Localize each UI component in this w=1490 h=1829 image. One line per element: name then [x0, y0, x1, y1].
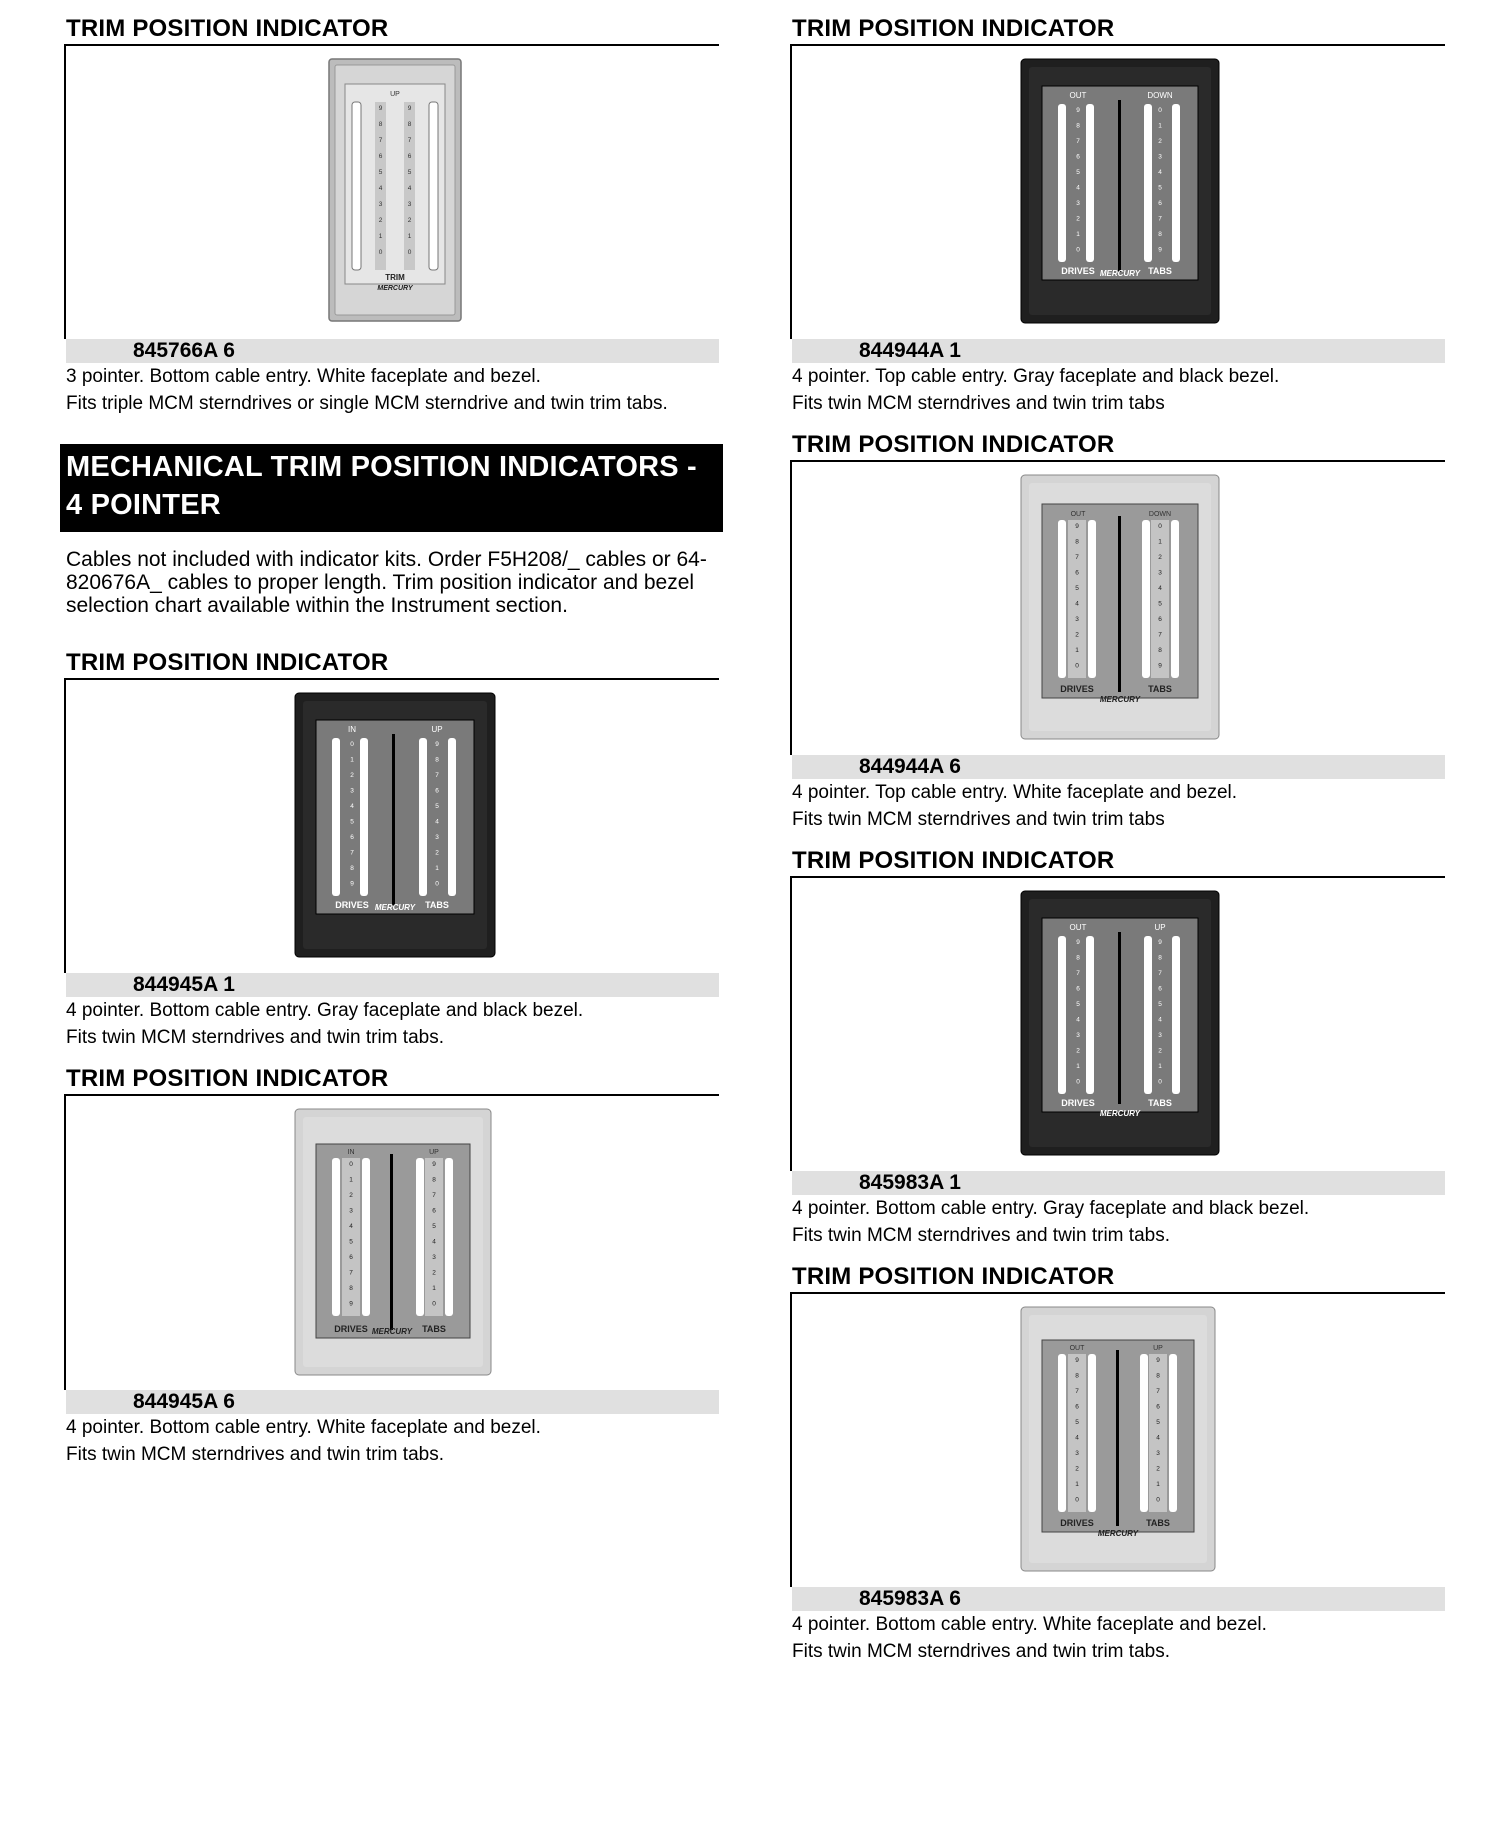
scale-numeral: 4	[432, 1238, 436, 1246]
product-image-box	[790, 876, 1445, 1171]
product-844944A1	[790, 14, 1445, 417]
scale-numeral: 5	[407, 169, 412, 176]
part-number: 845766A 6	[66, 339, 719, 363]
scale-numeral: 8	[1076, 122, 1080, 130]
scale-numeral: 9	[378, 105, 383, 112]
item-title: TRIM POSITION INDICATOR	[792, 431, 1115, 458]
scale-numeral: 5	[435, 803, 439, 810]
item-title: TRIM POSITION INDICATOR	[792, 847, 1115, 874]
mercury-logo: MERCURY	[1099, 695, 1141, 704]
gauge-right-top-label: UP	[431, 725, 443, 734]
scale-numeral: 8	[1158, 647, 1162, 654]
description-line-1: 4 pointer. Bottom cable entry. White faceplate and bezel.	[66, 1417, 541, 1438]
scale-numeral: 6	[1075, 569, 1079, 577]
scale-numeral: 4	[350, 803, 354, 810]
scale-numeral: 6	[407, 153, 412, 160]
part-number: 844945A 6	[66, 1390, 719, 1414]
scale-numeral: 7	[1158, 631, 1162, 639]
scale-numeral: 9	[349, 1300, 353, 1308]
scale-numeral: 0	[349, 1161, 353, 1168]
item-title: TRIM POSITION INDICATOR	[66, 1065, 389, 1092]
scale-numeral: 8	[1075, 538, 1079, 546]
gauge-image	[294, 1108, 492, 1376]
item-title: TRIM POSITION INDICATOR	[792, 1263, 1115, 1290]
gauge-left-top-label: IN	[347, 1149, 355, 1156]
mercury-logo: MERCURY	[1097, 1529, 1139, 1538]
scale-numeral: 2	[435, 849, 439, 857]
scale-numeral: 3	[1158, 153, 1162, 161]
scale-numeral: 9	[350, 880, 354, 888]
scale-numeral: 0	[1158, 523, 1162, 530]
intro-paragraph: Cables not included with indicator kits. Order F5H208/_ cables or 64-820676A_ cables to proper length. Trim position indicator and bezel selection chart available within the Instrument section.	[66, 548, 707, 617]
gauge-right-top-label: UP	[1153, 1345, 1163, 1352]
scale-numeral: 3	[350, 787, 354, 795]
part-number: 845983A 6	[792, 1587, 1445, 1611]
product-image-box	[790, 460, 1445, 755]
scale-numeral: 3	[435, 834, 439, 841]
scale-numeral: 3	[1076, 200, 1080, 207]
gauge-left-bottom-label: DRIVES	[334, 1324, 368, 1334]
scale-numeral: 7	[1075, 554, 1079, 561]
scale-numeral: 2	[1076, 215, 1080, 223]
scale-numeral: 4	[1076, 184, 1080, 192]
scale-numeral: 8	[378, 121, 383, 128]
mercury-logo: MERCURY	[371, 1327, 413, 1336]
scale-numeral: 6	[1076, 153, 1080, 161]
scale-numeral: 1	[1076, 231, 1080, 238]
scale-numeral: 2	[378, 217, 383, 224]
product-845766A6	[64, 14, 719, 417]
scale-numeral: 2	[1158, 138, 1162, 145]
description-line-2: Fits twin MCM sterndrives and twin trim tabs.	[792, 1225, 1170, 1246]
mercury-logo: MERCURY	[377, 285, 413, 292]
scale-numeral: 7	[1076, 970, 1080, 977]
gauge-right-bottom-label: TABS	[425, 900, 449, 910]
gauge-image	[1020, 58, 1220, 324]
scale-numeral: 3	[1156, 1450, 1160, 1457]
scale-numeral: 7	[350, 849, 354, 857]
gauge-left-bottom-label: DRIVES	[1061, 1098, 1095, 1108]
scale-numeral: 8	[435, 756, 439, 764]
scale-numeral: 5	[349, 1238, 353, 1246]
product-image-box	[790, 44, 1445, 339]
scale-numeral: 5	[1076, 1001, 1080, 1008]
scale-numeral: 2	[1076, 1047, 1080, 1055]
scale-numeral: 7	[1075, 1388, 1079, 1395]
description-line-1: 4 pointer. Top cable entry. Gray faceplate and black bezel.	[792, 366, 1280, 387]
part-number: 844944A 1	[792, 339, 1445, 363]
gauge-left-top-label: OUT	[1070, 511, 1086, 518]
trim-gauge-4-pointer-white	[1020, 474, 1220, 745]
product-845983A6	[790, 1262, 1445, 1665]
scale-numeral: 5	[1158, 600, 1162, 608]
part-number: 845983A 1	[792, 1171, 1445, 1195]
gauge-right-bottom-label: TABS	[1146, 1518, 1170, 1528]
scale-numeral: 7	[1076, 138, 1080, 145]
scale-numeral: 0	[435, 880, 439, 888]
product-844945A6	[64, 1064, 719, 1468]
gauge-left-bottom-label: DRIVES	[1060, 684, 1094, 694]
description-line-1: 4 pointer. Bottom cable entry. Gray faceplate and black bezel.	[792, 1198, 1310, 1219]
scale-numeral: 6	[435, 787, 439, 795]
gauge-left-bottom-label: DRIVES	[335, 900, 369, 910]
scale-numeral: 1	[1075, 647, 1079, 654]
description-line-2: Fits twin MCM sterndrives and twin trim tabs.	[792, 1641, 1170, 1662]
scale-numeral: 6	[350, 834, 354, 841]
scale-numeral: 4	[1075, 1434, 1079, 1442]
gauge-image	[1020, 890, 1220, 1156]
scale-numeral: 2	[349, 1192, 353, 1199]
scale-numeral: 0	[378, 249, 383, 256]
trim-gauge-3-pointer-white	[328, 58, 462, 327]
gauge-image	[1020, 1306, 1216, 1572]
scale-numeral: 3	[1158, 569, 1162, 577]
scale-numeral: 0	[350, 741, 354, 748]
scale-numeral: 6	[1076, 985, 1080, 993]
scale-numeral: 1	[1158, 1063, 1162, 1070]
gauge-right-bottom-label: TABS	[422, 1324, 446, 1334]
trim-gauge-4-pointer-white	[294, 1108, 492, 1381]
scale-numeral: 6	[1075, 1403, 1079, 1411]
scale-numeral: 7	[349, 1269, 353, 1277]
description-line-1: 4 pointer. Bottom cable entry. White faceplate and bezel.	[792, 1614, 1267, 1635]
description-line-1: 4 pointer. Bottom cable entry. Gray faceplate and black bezel.	[66, 1000, 584, 1021]
scale-numeral: 0	[1075, 662, 1079, 670]
description-line-1: 3 pointer. Bottom cable entry. White faceplate and bezel.	[66, 366, 541, 387]
scale-numeral: 1	[435, 865, 439, 872]
trim-gauge-4-pointer-white	[1020, 1306, 1216, 1577]
scale-numeral: 9	[1158, 662, 1162, 670]
scale-numeral: 1	[1158, 538, 1162, 546]
scale-numeral: 5	[1156, 1419, 1160, 1426]
part-number: 844944A 6	[792, 755, 1445, 779]
scale-numeral: 9	[1075, 1357, 1079, 1364]
scale-numeral: 9	[1158, 939, 1162, 946]
scale-numeral: 2	[1075, 1465, 1079, 1473]
scale-numeral: 0	[1076, 246, 1080, 254]
product-845983A1	[790, 846, 1445, 1249]
scale-numeral: 8	[1158, 954, 1162, 962]
product-image-box	[64, 1094, 719, 1390]
scale-numeral: 1	[1156, 1481, 1160, 1488]
scale-numeral: 3	[1076, 1032, 1080, 1039]
scale-numeral: 7	[1156, 1388, 1160, 1395]
scale-numeral: 2	[1158, 1047, 1162, 1055]
scale-numeral: 5	[432, 1223, 436, 1230]
scale-numeral: 9	[1075, 523, 1079, 530]
scale-numeral: 7	[407, 137, 412, 144]
scale-numeral: 7	[1158, 970, 1162, 977]
scale-numeral: 3	[407, 201, 412, 208]
scale-numeral: 5	[1075, 1419, 1079, 1426]
scale-numeral: 0	[407, 249, 412, 256]
description-line-1: 4 pointer. Top cable entry. White faceplate and bezel.	[792, 782, 1238, 803]
scale-numeral: 0	[432, 1300, 436, 1308]
description-line-2: Fits twin MCM sterndrives and twin trim tabs.	[66, 1444, 444, 1465]
scale-numeral: 5	[1076, 169, 1080, 176]
scale-numeral: 1	[1158, 122, 1162, 130]
scale-numeral: 4	[407, 185, 412, 192]
scale-numeral: 8	[350, 865, 354, 872]
item-title: TRIM POSITION INDICATOR	[66, 649, 389, 676]
scale-numeral: 6	[1156, 1403, 1160, 1411]
scale-numeral: 0	[1158, 1078, 1162, 1086]
scale-numeral: 2	[1158, 554, 1162, 561]
product-image-box	[790, 1292, 1445, 1587]
gauge-top-label: UP	[390, 91, 400, 98]
gauge-image	[328, 58, 462, 322]
gauge-left-bottom-label: DRIVES	[1061, 266, 1095, 276]
scale-numeral: 4	[349, 1223, 353, 1230]
product-844944A6	[790, 430, 1445, 833]
scale-numeral: 5	[350, 818, 354, 826]
scale-numeral: 3	[1075, 1450, 1079, 1457]
scale-numeral: 8	[1158, 231, 1162, 238]
scale-numeral: 8	[349, 1285, 353, 1292]
gauge-left-top-label: OUT	[1069, 91, 1087, 100]
scale-numeral: 6	[349, 1254, 353, 1261]
gauge-right-top-label: DOWN	[1147, 91, 1173, 100]
gauge-left-bottom-label: DRIVES	[1060, 1518, 1094, 1528]
scale-numeral: 1	[350, 756, 354, 764]
gauge-right-top-label: UP	[429, 1149, 439, 1156]
scale-numeral: 8	[407, 121, 412, 128]
mercury-logo: MERCURY	[1099, 1109, 1141, 1118]
item-title: TRIM POSITION INDICATOR	[66, 15, 389, 42]
gauge-right-bottom-label: TABS	[1148, 684, 1172, 694]
scale-numeral: 9	[1076, 107, 1080, 114]
gauge-right-bottom-label: TABS	[1148, 1098, 1172, 1108]
gauge-right-bottom-label: TABS	[1148, 266, 1172, 276]
scale-numeral: 3	[1158, 1032, 1162, 1039]
mercury-logo: MERCURY	[1099, 269, 1141, 278]
mercury-logo: MERCURY	[374, 903, 416, 912]
scale-numeral: 1	[432, 1285, 436, 1292]
gauge-left-top-label: OUT	[1069, 1345, 1085, 1352]
scale-numeral: 0	[1076, 1078, 1080, 1086]
scale-numeral: 2	[432, 1269, 436, 1277]
scale-numeral: 4	[1075, 600, 1079, 608]
scale-numeral: 1	[378, 233, 383, 240]
scale-numeral: 3	[349, 1207, 353, 1215]
scale-numeral: 2	[1156, 1465, 1160, 1473]
gauge-right-top-label: UP	[1154, 923, 1166, 932]
scale-numeral: 2	[350, 772, 354, 779]
scale-numeral: 9	[1156, 1357, 1160, 1364]
scale-numeral: 9	[1076, 939, 1080, 946]
scale-numeral: 4	[1156, 1434, 1160, 1442]
gauge-image	[1020, 474, 1220, 740]
scale-numeral: 6	[378, 153, 383, 160]
trim-gauge-4-pointer-black	[1020, 58, 1220, 329]
scale-numeral: 2	[407, 217, 412, 224]
scale-numeral: 5	[1158, 184, 1162, 192]
scale-numeral: 3	[1075, 616, 1079, 623]
description-line-2: Fits triple MCM sterndrives or single MCM sterndrive and twin trim tabs.	[66, 393, 668, 414]
gauge-bottom-label: TRIM	[385, 273, 405, 282]
scale-numeral: 0	[1075, 1496, 1079, 1504]
gauge-image	[294, 692, 496, 958]
gauge-left-top-label: OUT	[1069, 923, 1087, 932]
description-line-2: Fits twin MCM sterndrives and twin trim tabs	[792, 393, 1165, 414]
scale-numeral: 1	[407, 233, 412, 240]
scale-numeral: 5	[1075, 585, 1079, 592]
scale-numeral: 8	[1156, 1372, 1160, 1380]
product-image-box	[64, 678, 719, 973]
description-line-2: Fits twin MCM sterndrives and twin trim tabs	[792, 809, 1165, 830]
scale-numeral: 3	[432, 1254, 436, 1261]
section-header: MECHANICAL TRIM POSITION INDICATORS - 4 POINTER	[60, 444, 723, 532]
scale-numeral: 1	[1076, 1063, 1080, 1070]
scale-numeral: 9	[432, 1161, 436, 1168]
scale-numeral: 9	[435, 741, 439, 748]
scale-numeral: 2	[1075, 631, 1079, 639]
scale-numeral: 8	[1075, 1372, 1079, 1380]
gauge-left-top-label: IN	[348, 725, 356, 734]
scale-numeral: 9	[407, 105, 412, 112]
scale-numeral: 6	[1158, 985, 1162, 993]
scale-numeral: 1	[1075, 1481, 1079, 1488]
scale-numeral: 6	[1158, 616, 1162, 623]
scale-numeral: 8	[1076, 954, 1080, 962]
scale-numeral: 3	[378, 201, 383, 208]
product-844945A1	[64, 648, 719, 1051]
scale-numeral: 7	[435, 772, 439, 779]
scale-numeral: 7	[432, 1192, 436, 1199]
scale-numeral: 0	[1158, 107, 1162, 114]
scale-numeral: 7	[1158, 215, 1162, 223]
scale-numeral: 7	[378, 137, 383, 144]
scale-numeral: 4	[1076, 1016, 1080, 1024]
scale-numeral: 0	[1156, 1496, 1160, 1504]
gauge-right-top-label: DOWN	[1148, 511, 1172, 518]
scale-numeral: 4	[378, 185, 383, 192]
scale-numeral: 8	[432, 1176, 436, 1184]
product-image-box	[64, 44, 719, 339]
scale-numeral: 5	[1158, 1001, 1162, 1008]
description-line-2: Fits twin MCM sterndrives and twin trim tabs.	[66, 1027, 444, 1048]
scale-numeral: 4	[1158, 169, 1162, 176]
scale-numeral: 1	[349, 1176, 353, 1184]
scale-numeral: 6	[432, 1207, 436, 1215]
scale-numeral: 9	[1158, 246, 1162, 254]
scale-numeral: 4	[1158, 585, 1162, 592]
scale-numeral: 4	[1158, 1016, 1162, 1024]
trim-gauge-4-pointer-black	[294, 692, 496, 963]
part-number: 844945A 1	[66, 973, 719, 997]
scale-numeral: 6	[1158, 200, 1162, 207]
trim-gauge-4-pointer-black	[1020, 890, 1220, 1161]
scale-numeral: 5	[378, 169, 383, 176]
item-title: TRIM POSITION INDICATOR	[792, 15, 1115, 42]
scale-numeral: 4	[435, 818, 439, 826]
